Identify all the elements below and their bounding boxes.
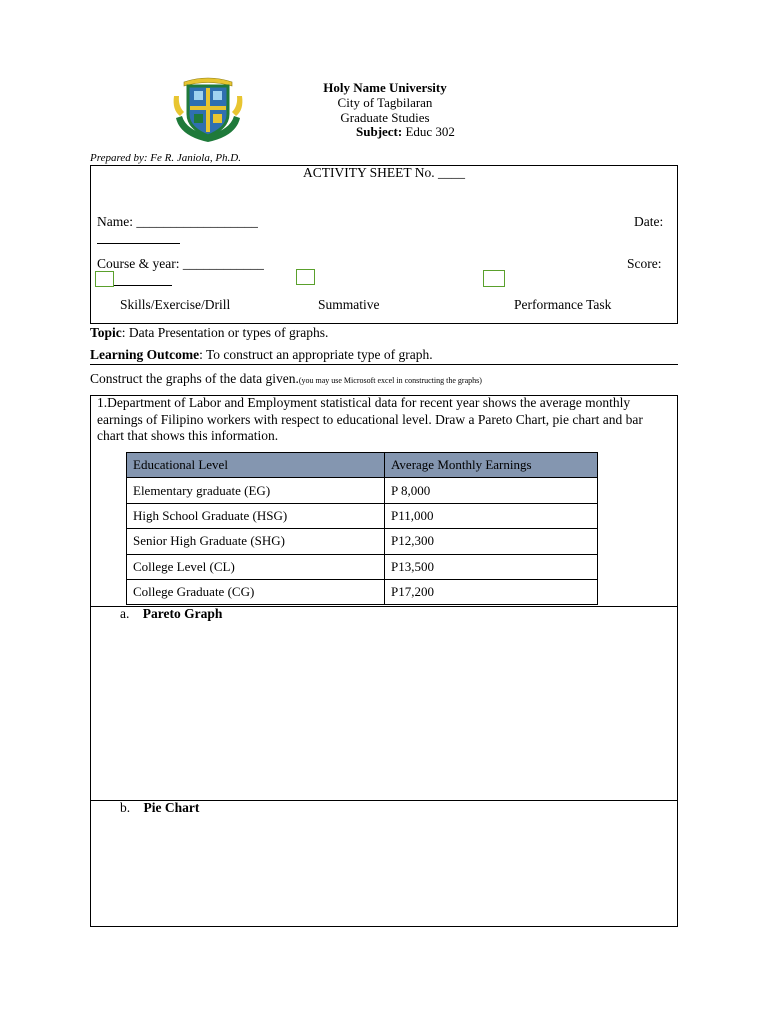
prepared-by: Prepared by: Fe R. Janiola, Ph.D. [90,152,242,164]
table-cell: Elementary graduate (EG) [127,478,385,503]
skills-checkbox[interactable] [95,271,114,287]
problem-text: 1.Department of Labor and Employment statistical data for recent year shows the average monthly earnings of Filipino workers with respect to educational level. Draw a Pareto Chart, pie chart and bar chart that shows this information. [97,395,643,443]
table-row [127,554,598,579]
subject-label: Subject: [356,124,403,139]
table-cell: High School Graduate (HSG) [127,503,385,528]
skills-option-label: Skills/Exercise/Drill [120,297,231,312]
name-field[interactable]: Name: __________________ [97,214,258,229]
pareto-section-heading [120,606,222,622]
earnings-table [126,452,598,605]
table-cell: P17,200 [385,579,598,604]
score-label: Score: [627,256,662,271]
table-cell: Senior High Graduate (SHG) [127,529,385,554]
summative-checkbox[interactable] [296,269,315,285]
learning-outcome-text: : To construct an appropriate type of graph. [199,347,433,362]
pareto-section-title: Pareto Graph [142,606,223,621]
table-row [127,503,598,528]
name-underline [97,243,180,244]
table-header-row [127,453,598,478]
table-cell: P12,300 [385,529,598,554]
table-cell: P11,000 [385,503,598,528]
learning-outcome-label: Learning Outcome [90,347,200,362]
pie-section-title: Pie Chart [143,800,200,815]
pareto-section-letter: a. [120,606,130,621]
learning-outcome-line [90,347,433,363]
university-name: Holy Name University [323,80,447,95]
topic-text: : Data Presentation or types of graphs. [121,325,329,340]
table-cell: P 8,000 [385,478,598,503]
instruction-note: (you may use Microsoft excel in constructing the graphs) [298,376,482,385]
subject-value: Educ 302 [405,124,455,139]
performance-task-checkbox[interactable] [483,270,505,287]
university-city: City of Tagbilaran [337,95,433,110]
table-header-cell: Average Monthly Earnings [385,453,598,478]
subject-line [356,124,455,140]
topic-label: Topic [90,325,122,340]
instruction-text: Construct the graphs of the data given. [90,371,299,386]
course-year-field[interactable]: Course & year: ____________ [97,256,264,271]
activity-title: ACTIVITY SHEET No. ____ [303,165,465,180]
table-row [127,478,598,503]
instruction-line [90,371,482,387]
table-row [127,579,598,604]
pie-section-letter: b. [120,800,131,815]
table-cell: College Graduate (CG) [127,579,385,604]
table-cell: P13,500 [385,554,598,579]
section-divider [90,364,678,365]
pie-section-heading [120,800,199,816]
table-cell: College Level (CL) [127,554,385,579]
summative-option-label: Summative [318,297,380,312]
date-label: Date: [634,214,664,229]
table-row [127,529,598,554]
university-department: Graduate Studies [340,110,430,125]
performance-task-option-label: Performance Task [514,297,612,312]
topic-line [90,325,328,341]
table-header-cell: Educational Level [127,453,385,478]
university-logo [170,76,246,146]
